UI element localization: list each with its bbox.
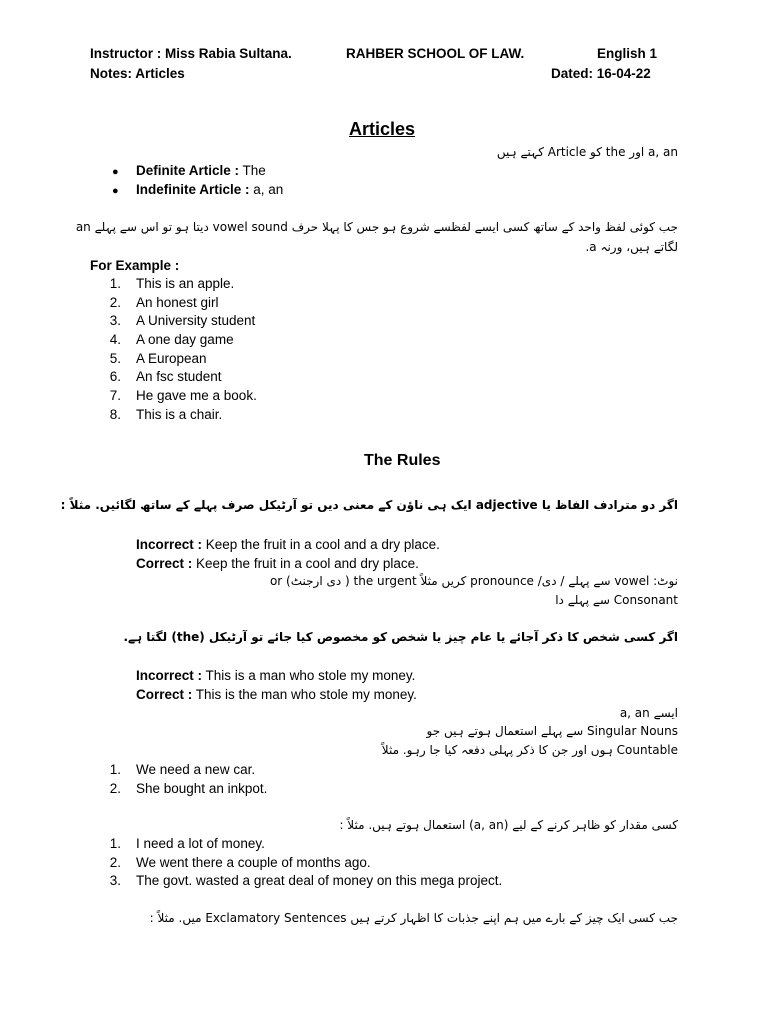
list-item: ● Definite Article : The [112, 161, 283, 180]
rule1-note-line1: نوٹ: vowel سے پہلے / دی/ pronounce کریں مثلاً the urgent ( دی ارجنٹ) or [269, 574, 678, 588]
example-heading: For Example : [90, 258, 180, 273]
intro-urdu: a, an اور the کو Article کہتے ہیں [496, 145, 678, 159]
list-item: 5. A European [109, 350, 207, 366]
list-item: 3. The govt. wasted a great deal of money on this mega project. [109, 873, 503, 889]
vowel-rule-line1: جب کوئی لفظ واحد کے ساتھ کسی ایسے لفظسے شروع ہو جس کا پہلا حرف vowel sound دیتا ہو تو اس سے پہلے an [75, 220, 678, 234]
rule3-line1: ایسے a, an [619, 706, 678, 720]
page-title: Articles [349, 119, 416, 139]
rule3-line3: Countable ہوں اور جن کا ذکر پہلی دفعہ کیا جا رہو. مثلاً [381, 743, 678, 757]
rule4-example-list [90, 835, 502, 891]
rule2-urdu: اگر کسی شخص کا ذکر آجائے یا عام چیز یا شخص کو مخصوص کیا جائے تو آرٹیکل (the) لگتا ہے. [123, 630, 678, 644]
list-item: 2. We went there a couple of months ago. [109, 854, 371, 870]
list-item: 1. This is an apple. [109, 276, 235, 291]
vowel-rule-line2: لگاتے ہیں، ورنہ a. [585, 240, 678, 254]
list-item: 1. I need a lot of money. [109, 836, 265, 851]
example-list [90, 275, 257, 425]
rule2-incorrect: Incorrect : This is a man who stole my money. [136, 668, 416, 683]
instructor-label: Instructor : Miss Rabia Sultana. [90, 46, 292, 61]
course-name: English 1 [597, 46, 658, 61]
notes-label: Notes: Articles [90, 66, 185, 81]
rule4-urdu: کسی مقدار کو ظاہر کرنے کے لیے (a, an) استعمال ہوتے ہیں. مثلاً : [339, 818, 678, 832]
list-item: 7. He gave me a book. [109, 388, 257, 404]
list-item: 4. A one day game [109, 332, 234, 348]
list-item: 6. An fsc student [109, 369, 222, 385]
list-item: 3. A University student [109, 313, 256, 329]
rule1-correct: Correct : Keep the fruit in a cool and dry place. [136, 556, 419, 571]
rule1-urdu: اگر دو مترادف الفاظ یا adjective ایک ہی ناؤن کے معنی دیں تو آرٹیکل صرف پہلے کے ساتھ لگائیں. مثلاً : [60, 498, 678, 512]
rule1-incorrect: Incorrect : Keep the fruit in a cool and a dry place. [136, 537, 440, 552]
article-type-list [112, 161, 283, 199]
rule2-correct: Correct : This is the man who stole my money. [136, 687, 417, 702]
list-item: ● Indefinite Article : a, an [112, 180, 283, 199]
date-label: Dated: 16-04-22 [551, 66, 651, 81]
list-item: 1. We need a new car. [109, 762, 256, 777]
rule5-urdu: جب کسی ایک چیز کے بارے میں ہم اپنے جذبات کا اظہار کرتے ہیں Exclamatory Sentences میں. مثلاً : [149, 911, 678, 925]
list-item: 2. She bought an inkpot. [109, 780, 268, 796]
school-name: RAHBER SCHOOL OF LAW. [346, 46, 525, 61]
rule3-example-list [90, 761, 267, 798]
list-item: 8. This is a chair. [109, 406, 223, 422]
rule1-note-line2: Consonant سے پہلے دا [555, 593, 678, 607]
rule3-line2: Singular Nouns سے پہلے استعمال ہوتے ہیں جو [426, 724, 678, 738]
list-item: 2. An honest girl [109, 294, 219, 310]
bullet-icon: ● [112, 166, 119, 178]
rules-heading: The Rules [364, 452, 441, 469]
bullet-icon: ● [112, 185, 119, 197]
